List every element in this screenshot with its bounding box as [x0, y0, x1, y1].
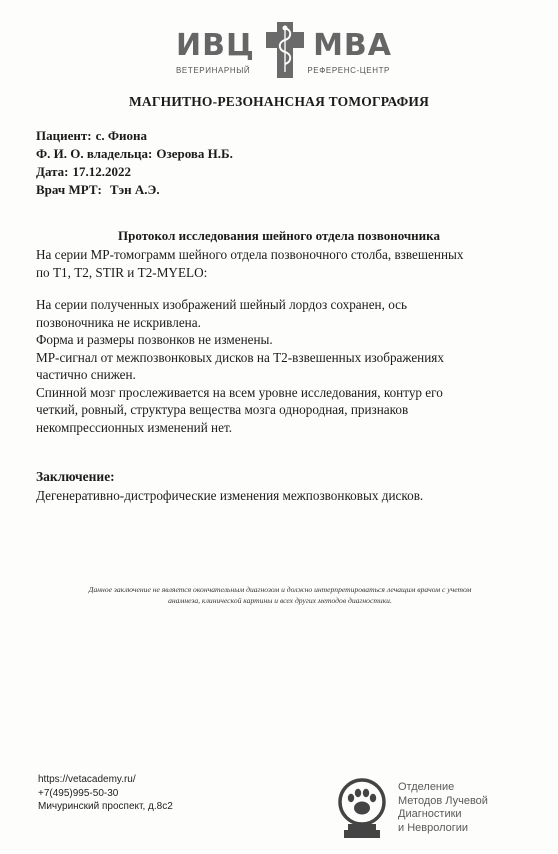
field-value: 17.12.2022 [72, 164, 131, 179]
field-label: Пациент: [36, 128, 92, 143]
text-line: позвоночника не искривлена. [36, 314, 201, 330]
department-line: Методов Лучевой [398, 794, 488, 807]
disclaimer-line: анамнеза, клинической картины и всех других методов диагностики. [168, 596, 392, 605]
logo-text-right: МВА [313, 28, 392, 63]
field-value: Озерова Н.Б. [156, 146, 233, 161]
text-line: некомпрессионных изменений нет. [36, 419, 233, 435]
department-line: Отделение [398, 781, 455, 793]
contacts-block [38, 773, 173, 814]
field-label: Дата: [36, 164, 69, 179]
field-label: Врач МРТ: [36, 182, 102, 197]
department-name [398, 781, 488, 835]
conclusion-title: Заключение: [36, 469, 115, 484]
intro-paragraph [36, 246, 536, 281]
website-link[interactable]: https://vetacademy.ru/ [38, 774, 136, 785]
department-line: Диагностики [398, 808, 462, 821]
document-title: МАГНИТНО-РЕЗОНАНСНАЯ ТОМОГРАФИЯ [128, 94, 430, 109]
field-value: Тэн А.Э. [109, 182, 160, 197]
text-line: МР-сигнал от межпозвонковых дисков на Т2-взвешенных изображениях [36, 349, 444, 365]
caduceus-cross-icon [266, 22, 304, 78]
doctor-field [36, 182, 160, 198]
logo-subtitle-right: РЕФЕРЕНС-ЦЕНТР [307, 66, 390, 75]
patient-field [36, 128, 147, 144]
disclaimer-line: Данное заключение не является окончательным диагнозом и должно интерпретироваться лечащим врачом с учетом [88, 585, 472, 594]
field-label: Ф. И. О. владельца: [36, 146, 153, 161]
logo-text-left: ИВЦ [176, 28, 255, 63]
protocol-title: Протокол исследования шейного отдела позвоночника [118, 228, 440, 243]
owner-field [36, 146, 233, 162]
text-line: по Т1, Т2, STIR и Т2-MYELO: [36, 264, 208, 280]
phone-number: +7(495)995-50-30 [38, 787, 119, 799]
conclusion-text: Дегенеративно-дистрофические изменения межпозвонковых дисков. [36, 488, 424, 503]
text-line: четкий, ровный, структура вещества мозга однородная, признаков [36, 402, 409, 417]
field-value: с. Фиона [95, 128, 147, 143]
address: Мичуринский проспект, д.8с2 [38, 801, 173, 812]
text-line: На серии МР-томограмм шейного отдела позвоночного столба, взвешенных [36, 247, 464, 262]
findings-paragraph [36, 296, 536, 436]
logo-subtitle-left: ВЕТЕРИНАРНЫЙ [176, 66, 251, 75]
text-line: Форма и размеры позвонков не изменены. [36, 332, 273, 347]
disclaimer [30, 584, 530, 606]
text-line: Спинной мозг прослеживается на всем уровне исследования, контур его [36, 384, 443, 400]
date-field [36, 164, 131, 180]
text-line: частично снижен. [36, 367, 136, 382]
department-line: и Неврологии [398, 821, 469, 834]
text-line: На серии полученных изображений шейный лордоз сохранен, ось [36, 297, 408, 312]
paw-print-icon [336, 776, 388, 840]
clinic-logo [172, 28, 394, 84]
